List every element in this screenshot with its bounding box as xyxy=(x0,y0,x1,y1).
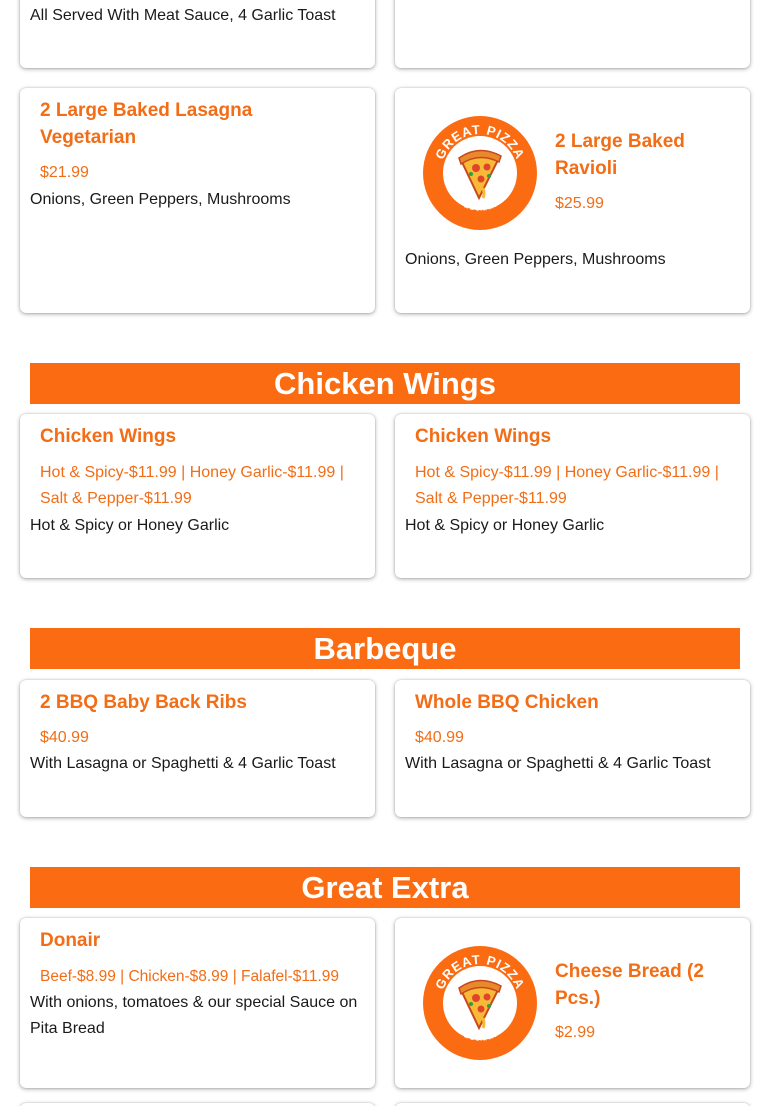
item-price: $40.99 xyxy=(415,729,464,746)
section-header-barbeque: Barbeque xyxy=(30,628,740,669)
item-title: Chicken Wings xyxy=(415,426,552,447)
menu-card-cheese-bread[interactable] xyxy=(395,918,750,1088)
item-description: With Lasagna or Spaghetti & 4 Garlic Toast xyxy=(30,755,336,772)
item-price: $2.99 xyxy=(555,1024,596,1041)
menu-card-chicken-wings-2[interactable] xyxy=(395,414,750,578)
item-price: Beef-$8.99 | Chicken-$8.99 | Falafel-$11.99 xyxy=(40,968,340,985)
pizza-logo-icon xyxy=(421,944,539,1062)
svg-text:& DONAIR: & DONAIR xyxy=(462,1032,498,1043)
item-description: All Served With Meat Sauce, 4 Garlic Toast xyxy=(30,7,336,24)
menu-card-partial-left xyxy=(20,0,375,68)
item-title: Whole BBQ Chicken xyxy=(415,692,599,713)
item-description: Hot & Spicy or Honey Garlic xyxy=(405,517,605,534)
svg-text:GREAT PIZZA: GREAT PIZZA xyxy=(432,951,528,992)
svg-text:GREAT PIZZA: GREAT PIZZA xyxy=(432,121,528,162)
menu-card-bbq-ribs[interactable] xyxy=(20,680,375,817)
pizza-logo-icon xyxy=(421,114,539,232)
item-price: Hot & Spicy-$11.99 | Honey Garlic-$11.99 | Salt & Pepper-$11.99 xyxy=(415,464,719,507)
svg-text:& DONAIR: & DONAIR xyxy=(462,202,498,213)
item-description: Onions, Green Peppers, Mushrooms xyxy=(405,251,666,268)
menu-card-partial-right xyxy=(395,0,750,68)
menu-card-lasagna-vegetarian[interactable] xyxy=(20,88,375,313)
item-price: Hot & Spicy-$11.99 | Honey Garlic-$11.99 | Salt & Pepper-$11.99 xyxy=(40,464,344,507)
item-description: With Lasagna or Spaghetti & 4 Garlic Toast xyxy=(405,755,711,772)
item-title: Donair xyxy=(40,930,101,951)
item-title: Chicken Wings xyxy=(40,426,177,447)
item-description: Onions, Green Peppers, Mushrooms xyxy=(30,191,291,208)
section-header-great-extra: Great Extra xyxy=(30,867,740,908)
item-title: 2 Large Baked Ravioli xyxy=(555,131,685,179)
section-header-chicken-wings: Chicken Wings xyxy=(30,363,740,404)
item-description: Hot & Spicy or Honey Garlic xyxy=(30,517,230,534)
item-price: $21.99 xyxy=(40,164,89,181)
item-price: $40.99 xyxy=(40,729,89,746)
menu-card-bbq-chicken[interactable] xyxy=(395,680,750,817)
item-title: 2 BBQ Baby Back Ribs xyxy=(40,692,247,713)
menu-card-chicken-wings-1[interactable] xyxy=(20,414,375,578)
menu-card-donair[interactable] xyxy=(20,918,375,1088)
item-description: With onions, tomatoes & our special Sauce on Pita Bread xyxy=(30,994,358,1037)
item-price: $25.99 xyxy=(555,195,604,212)
menu-card-ravioli[interactable] xyxy=(395,88,750,313)
item-title: 2 Large Baked Lasagna Vegetarian xyxy=(40,100,253,148)
item-title: Cheese Bread (2 Pcs.) xyxy=(555,961,704,1009)
